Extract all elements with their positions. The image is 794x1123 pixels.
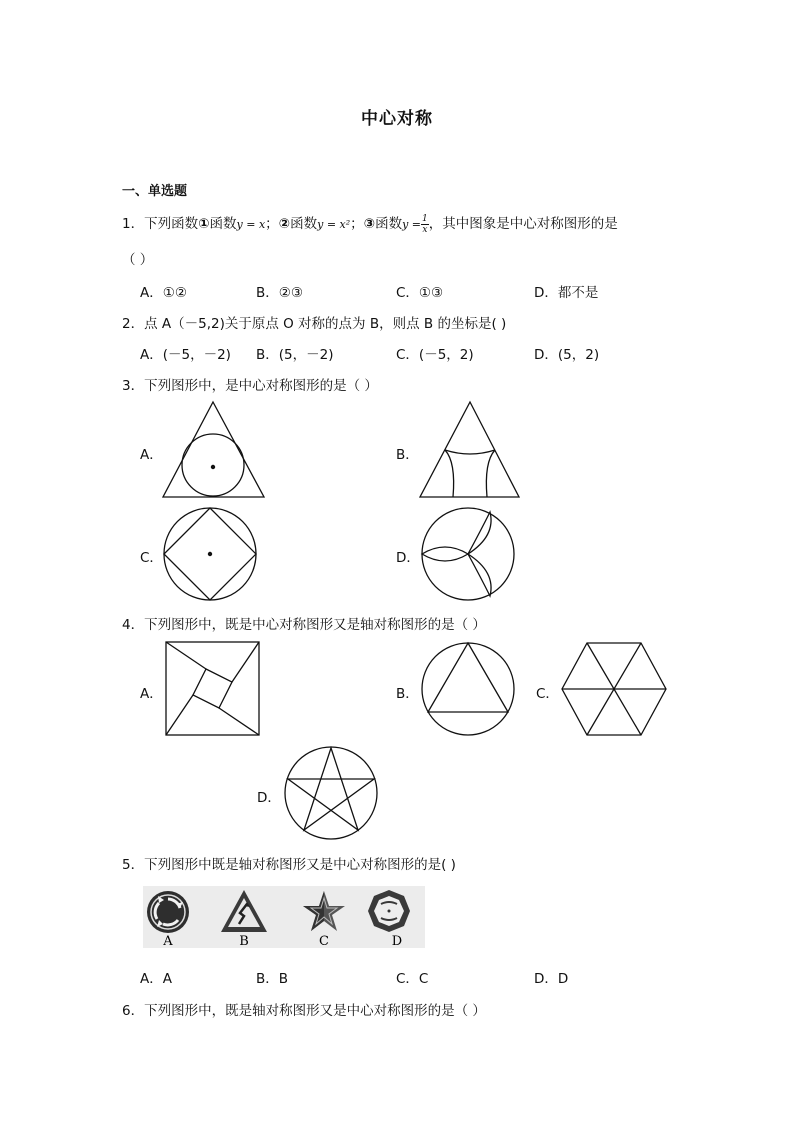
q1-fn-label-3: 函数 xyxy=(375,216,403,232)
q1-option-c[interactable]: C．①③ xyxy=(396,285,444,301)
question-2: 2．点 A（－5,2)关于原点 O 对称的点为 B，则点 B 的坐标是( ) xyxy=(122,316,507,332)
q2-option-d[interactable]: D．(5，2) xyxy=(534,347,600,363)
q1-answer-paren: （ ） xyxy=(122,252,154,268)
q1-prefix: 1．下列函数 xyxy=(122,216,199,232)
q1-formula-3-fraction xyxy=(421,214,429,235)
section-heading: 一、单选题 xyxy=(122,184,188,199)
q5-option-b[interactable]: B．B xyxy=(256,971,289,987)
q5-option-a[interactable]: A．A xyxy=(140,971,172,987)
q1-fraction-denominator: x xyxy=(422,224,428,235)
q3-label-c[interactable]: C． xyxy=(140,550,163,566)
page-title: 中心对称 xyxy=(361,109,433,129)
q5-sign-letter-d: D xyxy=(391,934,403,949)
q5-sign-letter-b: B xyxy=(239,934,249,949)
q1-circled-2: ② xyxy=(278,216,291,232)
q4-figure-d-circle-star[interactable] xyxy=(283,745,379,841)
q4-label-b[interactable]: B． xyxy=(396,686,419,702)
q3-figure-b-triangle-arcs[interactable] xyxy=(418,400,522,500)
q5-sign-b-warning-triangle-icon[interactable] xyxy=(221,890,267,932)
q1-circled-3: ③ xyxy=(363,216,376,232)
q1-formula-2: y = x² xyxy=(317,218,351,231)
q5-sign-letter-a: A xyxy=(163,934,173,949)
q3-figure-a-triangle-incircle[interactable] xyxy=(160,400,266,500)
q3-label-d[interactable]: D． xyxy=(396,550,420,566)
q1-option-d[interactable]: D．都不是 xyxy=(534,285,599,301)
q4-label-c[interactable]: C． xyxy=(536,686,559,702)
q4-figure-a-pinwheel-square[interactable] xyxy=(165,641,261,737)
question-5: 5．下列图形中既是轴对称图形又是中心对称图形的是( ) xyxy=(122,857,456,873)
q1-fn-label-1: 函数 xyxy=(209,216,237,232)
q5-sign-c-star-icon[interactable] xyxy=(303,891,345,931)
question-6: 6．下列图形中，既是轴对称图形又是中心对称图形的是（ ） xyxy=(122,1003,486,1019)
q4-label-d[interactable]: D． xyxy=(257,790,281,806)
q3-label-a[interactable]: A． xyxy=(140,447,163,463)
q5-sign-a-roundabout-icon[interactable] xyxy=(147,891,189,933)
q1-formula-3-left: y = xyxy=(402,218,422,231)
q1-option-b[interactable]: B．②③ xyxy=(256,285,303,301)
q3-figure-d-circle-petals[interactable] xyxy=(420,506,516,602)
q4-label-a[interactable]: A． xyxy=(140,686,163,702)
q5-option-d[interactable]: D．D xyxy=(534,971,569,987)
q3-label-b[interactable]: B． xyxy=(396,447,419,463)
q4-figure-b-circle-triangle[interactable] xyxy=(420,641,516,737)
q1-sep-1: ； xyxy=(265,216,279,232)
question-1 xyxy=(122,212,618,235)
q2-option-c[interactable]: C．(－5，2) xyxy=(396,347,474,363)
q1-fraction-numerator: 1 xyxy=(422,213,428,224)
q5-sign-letter-c: C xyxy=(319,934,329,949)
q5-option-c[interactable]: C．C xyxy=(396,971,429,987)
q2-option-a[interactable]: A．(－5，－2) xyxy=(140,347,231,363)
q1-suffix: ，其中图象是中心对称图形的是 xyxy=(428,216,618,232)
q5-sign-d-octagon-icon[interactable] xyxy=(368,890,410,932)
q1-sep-2: ； xyxy=(350,216,364,232)
q1-circled-1: ① xyxy=(198,216,210,232)
q1-fn-label-2: 函数 xyxy=(290,216,318,232)
question-3: 3．下列图形中，是中心对称图形的是（ ） xyxy=(122,378,378,394)
q2-option-b[interactable]: B．(5，－2) xyxy=(256,347,334,363)
q1-option-a[interactable]: A．①② xyxy=(140,285,187,301)
q4-figure-c-hexagon[interactable] xyxy=(560,641,668,737)
q5-traffic-signs xyxy=(143,886,425,948)
q3-figure-c-circle-square[interactable] xyxy=(162,506,258,602)
q1-formula-1: y = x xyxy=(236,218,266,231)
question-4: 4．下列图形中，既是中心对称图形又是轴对称图形的是（ ） xyxy=(122,617,486,633)
